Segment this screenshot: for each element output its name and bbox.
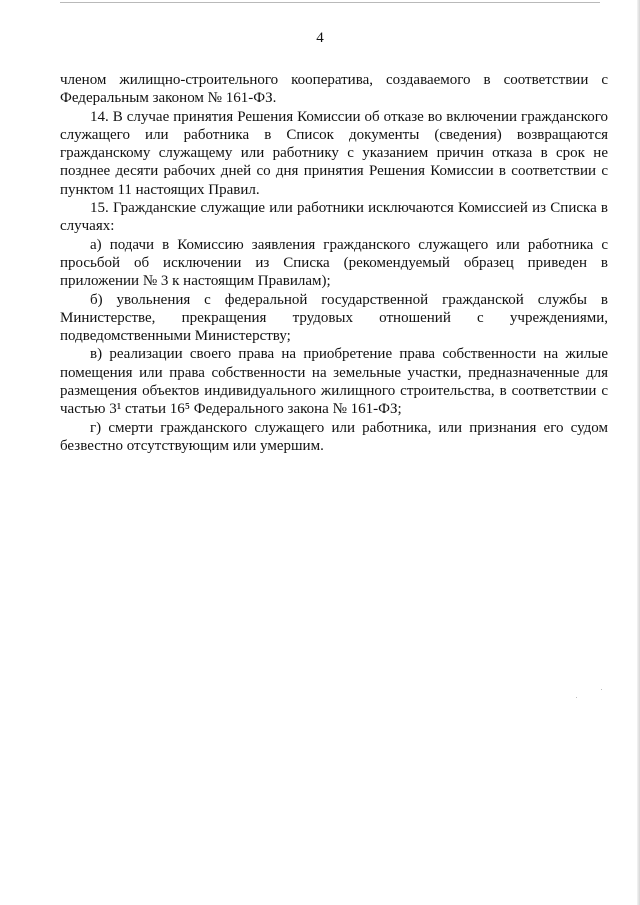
- scan-border-line: [60, 2, 600, 3]
- paragraph-item-14: 14. В случае принятия Решения Комиссии об отказе во включении гражданского служащего или работника в Список документы (сведения) возвращаются гражданскому служащему или работнику с указанием причин отказа в срок не позднее десяти рабочих дней со дня принятия Решения Комиссии в соответствии с пунктом 11 настоящих Правил.: [60, 108, 608, 198]
- document-body: [60, 71, 608, 455]
- paragraph-subitem-b: б) увольнения с федеральной государственной гражданской службы в Министерстве, прекращения трудовых отношений с учреждениями, подведомственными Министерству;: [60, 291, 608, 345]
- page-number: 4: [316, 30, 324, 46]
- paragraph-continuation: членом жилищно-строительного кооператива, создаваемого в соответствии с Федеральным законом № 161-ФЗ.: [60, 72, 608, 107]
- paragraph-subitem-v: в) реализации своего права на приобретение права собственности на жилые помещения или права собственности на земельные участки, предназначенные для размещения объектов индивидуального жилищного строительства, в соответствии с частью 3¹ статьи 16⁵ Федерального закона № 161-ФЗ;: [60, 346, 608, 418]
- paragraph-subitem-g: г) смерти гражданского служащего или работника, или признания его судом безвестно отсутствующим или умершим.: [60, 419, 608, 454]
- paragraph-item-15: 15. Гражданские служащие или работники исключаются Комиссией из Списка в случаях:: [60, 200, 608, 235]
- paragraph-subitem-a: а) подачи в Комиссию заявления гражданского служащего или работника с просьбой об исключении из Списка (рекомендуемый образец приведен в приложении № 3 к настоящим Правилам);: [60, 236, 608, 290]
- scan-speck: [576, 697, 577, 698]
- scan-speck: [601, 689, 602, 690]
